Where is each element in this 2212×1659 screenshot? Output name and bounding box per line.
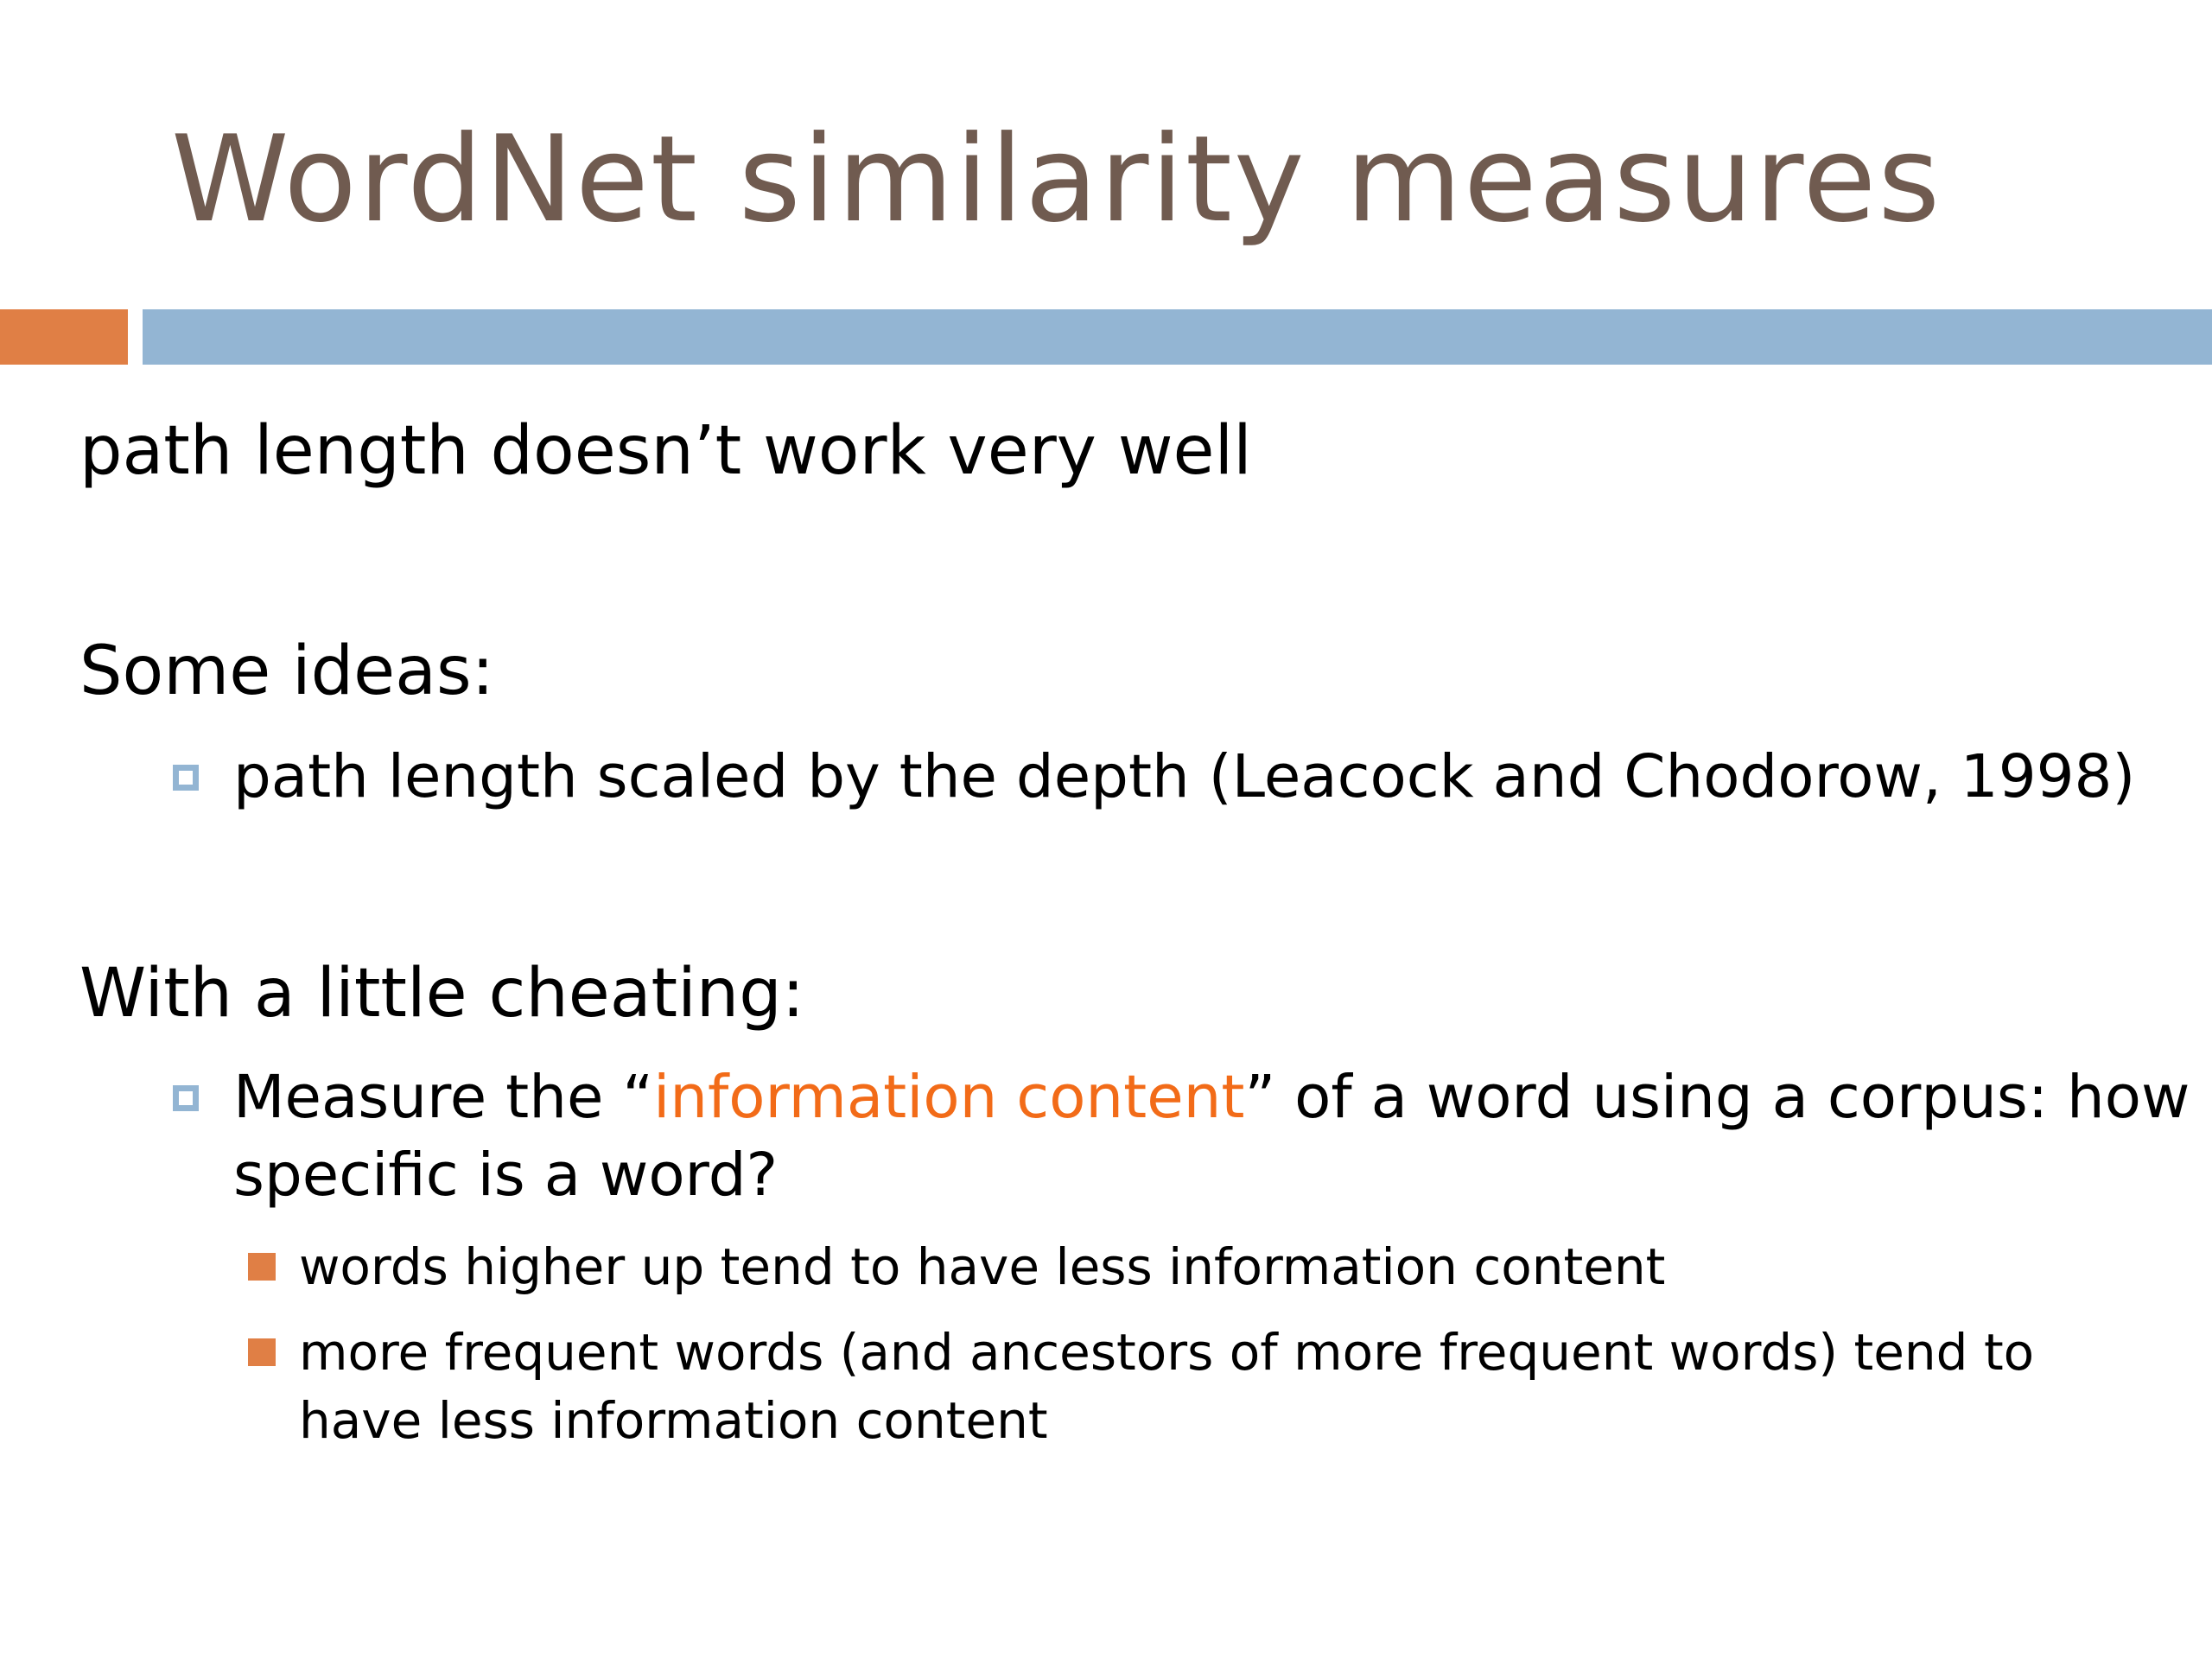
sub-bullet-higher-up: words higher up tend to have less information content bbox=[299, 1237, 1666, 1296]
sub-bullet-frequent-words-line2: have less information content bbox=[299, 1391, 1048, 1450]
hollow-square-bullet-icon bbox=[173, 765, 199, 791]
heading-some-ideas: Some ideas: bbox=[79, 632, 494, 710]
cheat-information-content bbox=[233, 1058, 2190, 1137]
filled-square-bullet-icon bbox=[248, 1253, 276, 1281]
cheat-suffix: ” of a word using a corpus: how bbox=[1244, 1063, 2190, 1132]
information-content-highlight: information content bbox=[653, 1063, 1245, 1132]
accent-bar-orange bbox=[0, 309, 128, 365]
sub-bullet-frequent-words: more frequent words (and ancestors of more frequent words) tend to bbox=[299, 1323, 2035, 1382]
cheat-prefix: Measure the “ bbox=[233, 1063, 654, 1132]
heading-with-a-little-cheating: With a little cheating: bbox=[79, 955, 805, 1033]
hollow-square-bullet-icon bbox=[173, 1085, 199, 1111]
accent-bar-blue bbox=[143, 309, 2212, 365]
statement-path-length: path length doesn’t work very well bbox=[79, 412, 1252, 490]
idea-leacock-chodorow: path length scaled by the depth (Leacock and Chodorow, 1998) bbox=[233, 742, 2136, 811]
slide-title: WordNet similarity measures bbox=[171, 110, 1942, 249]
filled-square-bullet-icon bbox=[248, 1338, 276, 1366]
cheat-information-content-line2: specific is a word? bbox=[233, 1141, 779, 1210]
